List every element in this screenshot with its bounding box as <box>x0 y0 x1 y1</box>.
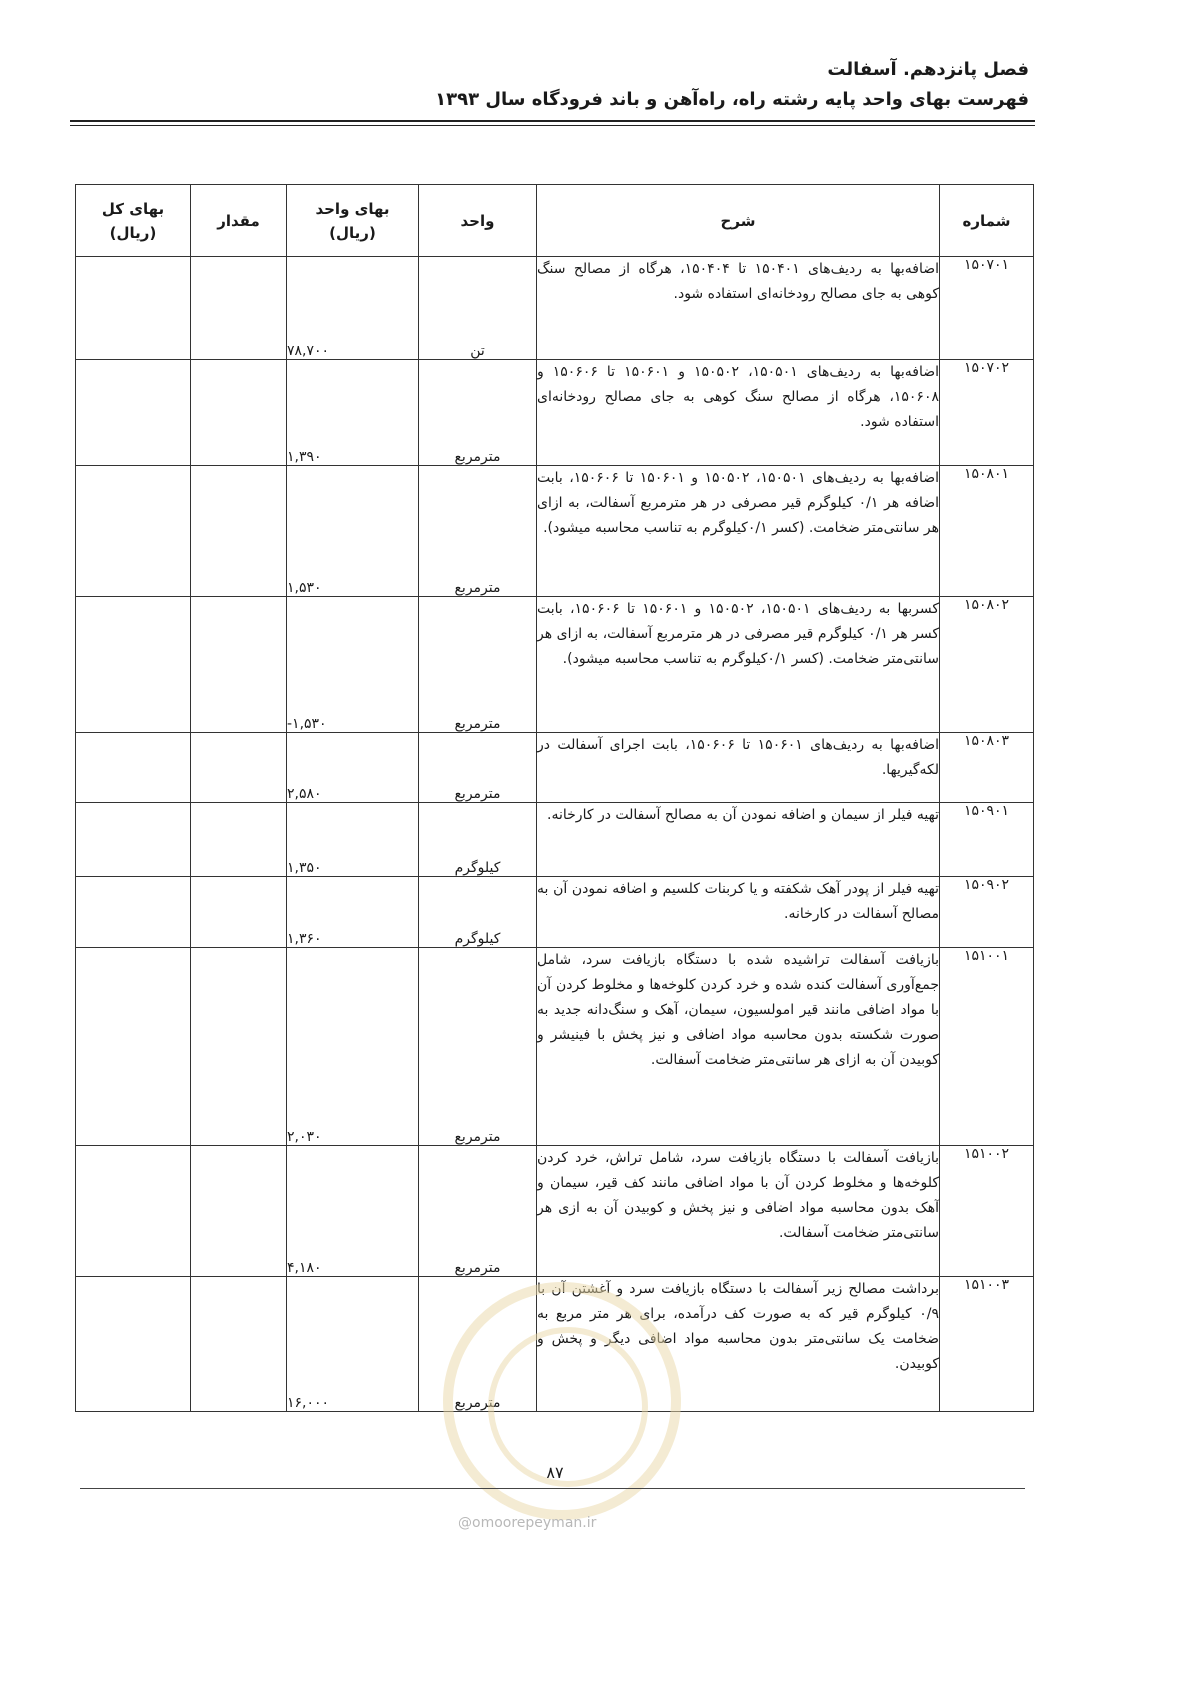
item-quantity <box>191 597 287 733</box>
item-description: تهیه فیلر از سیمان و اضافه نمودن آن به مصالح آسفالت در کارخانه. <box>537 803 940 877</box>
item-total-price <box>76 257 191 360</box>
item-description: کسربها به ردیف‌های ۱۵۰۵۰۱، ۱۵۰۵۰۲ و ۱۵۰۶۰۱ تا ۱۵۰۶۰۶، بابت کسر هر ۰/۱ کیلوگرم قیر مصرفی در هر مترمربع آسفالت، به ازای هر سانتی‌متر ضخامت. (کسر ۰/۱کیلوگرم به تناسب محاسبه میشود). <box>537 597 940 733</box>
header-rule <box>70 120 1035 122</box>
column-header-total-price: بهای کل (ریال) <box>76 185 191 257</box>
table-row <box>76 1277 1034 1412</box>
item-unit: مترمربع <box>419 1146 537 1277</box>
item-unit-price: ۱,۳۵۰ <box>287 803 419 877</box>
item-number: ۱۵۱۰۰۲ <box>940 1146 1034 1277</box>
item-quantity <box>191 1146 287 1277</box>
item-unit: مترمربع <box>419 466 537 597</box>
item-description: تهیه فیلر از پودر آهک شکفته و یا کربنات کلسیم و اضافه نمودن آن به مصالح آسفالت در کارخانه. <box>537 877 940 948</box>
table-row <box>76 597 1034 733</box>
item-quantity <box>191 360 287 466</box>
item-number: ۱۵۱۰۰۳ <box>940 1277 1034 1412</box>
item-description: بازیافت آسفالت تراشیده شده با دستگاه بازیافت سرد، شامل جمع‌آوری آسفالت کنده شده و خرد کردن کلوخه‌ها و مخلوط کردن آن با مواد اضافی مانند قیر امولسیون، سیمان، آهک و سنگ‌دانه جدید به صورت شکسته بدون محاسبه مواد اضافی و نیز پخش با فینیشر و کوبیدن آن به ازای هر سانتی‌متر ضخامت آسفالت. <box>537 948 940 1146</box>
item-quantity <box>191 257 287 360</box>
price-table <box>75 184 1034 1412</box>
item-unit-price: -۱,۵۳۰ <box>287 597 419 733</box>
item-unit-price: ۲,۰۳۰ <box>287 948 419 1146</box>
column-header-unit-price: بهای واحد (ریال) <box>287 185 419 257</box>
item-unit-price: ۲,۵۸۰ <box>287 733 419 803</box>
item-total-price <box>76 803 191 877</box>
table-row <box>76 803 1034 877</box>
item-unit: مترمربع <box>419 733 537 803</box>
item-unit-price: ۱۶,۰۰۰ <box>287 1277 419 1412</box>
item-description: بازیافت آسفالت با دستگاه بازیافت سرد، شامل تراش، خرد کردن کلوخه‌ها و مخلوط کردن آن با مواد اضافی مانند کف قیر، سیمان و آهک بدون محاسبه مواد اضافی و نیز پخش و کوبیدن آن به ازی هر سانتی‌متر ضخامت آسفالت. <box>537 1146 940 1277</box>
item-quantity <box>191 466 287 597</box>
item-unit-price: ۴,۱۸۰ <box>287 1146 419 1277</box>
table-row <box>76 257 1034 360</box>
item-description: اضافه‌بها به ردیف‌های ۱۵۰۵۰۱، ۱۵۰۵۰۲ و ۱۵۰۶۰۱ تا ۱۵۰۶۰۶ و ۱۵۰۶۰۸، هرگاه از مصالح سنگ کوهی به جای مصالح رودخانه‌ای استفاده شود. <box>537 360 940 466</box>
item-unit-price: ۱,۵۳۰ <box>287 466 419 597</box>
item-quantity <box>191 877 287 948</box>
document-subtitle: فهرست بهای واحد پایه رشته راه، راه‌آهن و باند فرودگاه سال ۱۳۹۳ <box>435 89 1029 110</box>
item-number: ۱۵۱۰۰۱ <box>940 948 1034 1146</box>
watermark-text: @omoorepeyman.ir <box>458 1515 597 1531</box>
item-number: ۱۵۰۹۰۱ <box>940 803 1034 877</box>
item-number: ۱۵۰۷۰۲ <box>940 360 1034 466</box>
item-quantity <box>191 948 287 1146</box>
item-unit: تن <box>419 257 537 360</box>
item-total-price <box>76 466 191 597</box>
page-number: ۸۷ <box>546 1463 564 1482</box>
item-total-price <box>76 877 191 948</box>
table-row <box>76 877 1034 948</box>
item-unit: مترمربع <box>419 597 537 733</box>
item-unit-price: ۷۸,۷۰۰ <box>287 257 419 360</box>
item-quantity <box>191 733 287 803</box>
item-total-price <box>76 1146 191 1277</box>
item-description: اضافه‌بها به ردیف‌های ۱۵۰۶۰۱ تا ۱۵۰۶۰۶، بابت اجرای آسفالت در لکه‌گیریها. <box>537 733 940 803</box>
item-unit: کیلوگرم <box>419 877 537 948</box>
table-row <box>76 733 1034 803</box>
item-total-price <box>76 597 191 733</box>
column-header-quantity: مقدار <box>191 185 287 257</box>
item-total-price <box>76 360 191 466</box>
item-unit: مترمربع <box>419 1277 537 1412</box>
item-total-price <box>76 1277 191 1412</box>
item-unit-price: ۱,۳۹۰ <box>287 360 419 466</box>
item-unit: مترمربع <box>419 948 537 1146</box>
item-number: ۱۵۰۹۰۲ <box>940 877 1034 948</box>
item-total-price <box>76 948 191 1146</box>
table-header-row <box>76 185 1034 257</box>
footer-rule <box>80 1488 1025 1489</box>
item-number: ۱۵۰۷۰۱ <box>940 257 1034 360</box>
item-quantity <box>191 1277 287 1412</box>
item-description: اضافه‌بها به ردیف‌های ۱۵۰۴۰۱ تا ۱۵۰۴۰۴، هرگاه از مصالح سنگ کوهی به جای مصالح رودخانه‌ای استفاده شود. <box>537 257 940 360</box>
chapter-title: فصل پانزدهم. آسفالت <box>827 59 1029 80</box>
table-row <box>76 360 1034 466</box>
item-number: ۱۵۰۸۰۲ <box>940 597 1034 733</box>
item-total-price <box>76 733 191 803</box>
item-description: اضافه‌بها به ردیف‌های ۱۵۰۵۰۱، ۱۵۰۵۰۲ و ۱۵۰۶۰۱ تا ۱۵۰۶۰۶، بابت اضافه هر ۰/۱ کیلوگرم قیر مصرفی در هر مترمربع آسفالت، به ازای هر سانتی‌متر ضخامت. (کسر ۰/۱کیلوگرم به تناسب محاسبه میشود). <box>537 466 940 597</box>
column-header-number: شماره <box>940 185 1034 257</box>
item-quantity <box>191 803 287 877</box>
item-unit-price: ۱,۳۶۰ <box>287 877 419 948</box>
item-number: ۱۵۰۸۰۳ <box>940 733 1034 803</box>
column-header-unit: واحد <box>419 185 537 257</box>
item-number: ۱۵۰۸۰۱ <box>940 466 1034 597</box>
page-header <box>435 56 1029 114</box>
header-rule-thin <box>70 125 1035 126</box>
table-row <box>76 948 1034 1146</box>
table-row <box>76 466 1034 597</box>
item-unit: مترمربع <box>419 360 537 466</box>
item-unit: کیلوگرم <box>419 803 537 877</box>
table-row <box>76 1146 1034 1277</box>
item-description: برداشت مصالح زیر آسفالت با دستگاه بازیافت سرد و آغشتن آن با ۰/۹ کیلوگرم قیر که به صورت کف درآمده، برای هر متر مربع به ضخامت یک سانتی‌متر بدون محاسبه مواد اضافی دیگر و پخش و کوبیدن. <box>537 1277 940 1412</box>
column-header-description: شرح <box>537 185 940 257</box>
